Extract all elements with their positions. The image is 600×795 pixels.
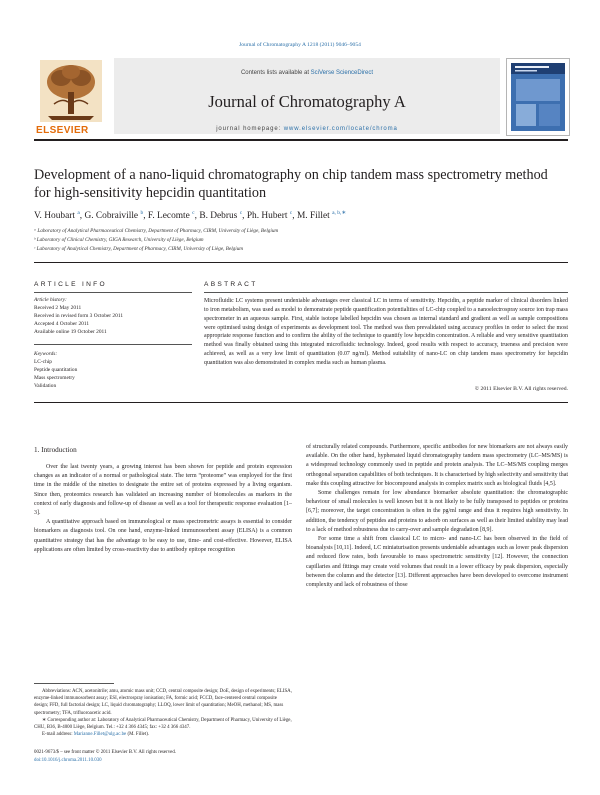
corresponding-mark[interactable]: ∗ <box>341 210 347 216</box>
paragraph: Over the last twenty years, a growing interest has been shown for peptide and protein expression changes as an indicator of a normal or pathological state. The term “proteome” was employed for the first time in the middle of the nineties to designate the entire set of proteins expressed by a living organism. Since then, proteomics research has validated an increasing number of biomolecules as markers in the context of early diagnosis and follow-up of disease as well as a tool for therapeutic response evaluation [1–3]. <box>34 464 292 517</box>
author: M. Fillet <box>296 211 330 222</box>
keyword: LC-chip <box>34 359 52 365</box>
email-footnote <box>34 731 292 738</box>
affiliation-b: ᵇ Laboratory of Clinical Chemistry, GIGA Research, University of Liège, Belgium <box>34 237 204 243</box>
issn-line: 0021-9673/$ – see front matter © 2011 Elsevier B.V. All rights reserved. <box>34 750 176 755</box>
email-label: E-mail address: <box>42 732 74 738</box>
sciencedirect-link[interactable]: SciVerse ScienceDirect <box>310 70 374 76</box>
author-affil-mark[interactable]: c <box>289 210 293 216</box>
author-sep: , <box>143 211 148 222</box>
footnote-rule <box>34 683 114 684</box>
author-sep: , <box>194 211 200 222</box>
history-label: Article history: <box>34 297 67 303</box>
author-affil-mark[interactable]: b <box>140 210 144 216</box>
abstract-rule <box>204 292 568 293</box>
publisher-wordmark[interactable]: ELSEVIER <box>36 125 89 136</box>
author: Ph. Hubert <box>246 211 288 222</box>
journal-header <box>34 58 568 136</box>
author-affil-mark[interactable]: a <box>77 210 80 216</box>
author-affil-mark[interactable]: a, b, <box>332 210 342 216</box>
journal-cover-thumbnail[interactable] <box>506 58 570 136</box>
article-info-heading: ARTICLE INFO <box>34 281 107 288</box>
journal-name: Journal of Chromatography A <box>208 92 406 111</box>
author: G. Cobraiville <box>84 211 139 222</box>
doi-link[interactable]: doi:10.1016/j.chroma.2011.10.030 <box>34 758 102 763</box>
paragraph: A quantitative approach based on immunological or mass spectrometric assays is essential to consider biomarkers as diagnosis tool. On one hand, enzyme-linked immunosorbent assay (ELISA) is a common quantitative strategy that has the advantage to be easy to use, time- and cost-effective. However, ELISA applications are often limited by cross-reactivity due to antibody epitope recognition <box>34 519 292 553</box>
author-affil-mark[interactable]: c <box>192 210 195 216</box>
article-title: Development of a nano-liquid chromatography on chip tandem mass spectrometry method for high-sensitivity hepcidin quantitation <box>34 167 548 201</box>
section-heading-introduction: 1. Introduction <box>34 446 77 454</box>
affiliation-c: ᶜ Laboratory of Analytical Chemistry, Department of Pharmacy, CIRM, University of Liège, Belgium <box>34 246 244 252</box>
abstract-bottom-rule <box>34 402 568 403</box>
keywords-rule <box>34 344 192 345</box>
author: V. Houbart <box>34 211 75 222</box>
abstract-text: Microfluidic LC systems present undeniable advantages over classical LC in terms of sensitivity. Hepcidin, a peptide marker of clinical disorders linked to iron metabolism, was used as model to demonstrate peptide quantification potentialities of LC-chip coupled to a nanoelectrospray source ion trap mass spectrometer in an aqueous sample. First, stable isotope labelled hepcidin was chosen as internal standard and gradient as well as sample compositions were optimised using design of experiments as development tool. The method was then prevalidated using accuracy profiles in order to select the most appropriate response function and to confirm the ability of the technique to quantify low hepcidin concentration. A reliable and very sensitive quantitation method was finally obtained using this integrated microfluidic technology. Indeed, good results with respect to accuracy, trueness and precision were achieved, as well as a very low limit of quantitation (0.07 ng/ml). Method suitability of nano-LC on chip tandem mass spectrometry for hepcidin quantitation was also demonstrated in complex media such as human plasma. <box>204 298 568 366</box>
author-sep: , <box>79 211 85 222</box>
author-affil-mark[interactable]: c <box>239 210 243 216</box>
homepage-link[interactable]: www.elsevier.com/locate/chroma <box>283 126 398 132</box>
email-suffix: (M. Fillet). <box>126 732 150 738</box>
email-link[interactable]: Marianne.Fillet@ulg.ac.be <box>73 732 127 738</box>
journal-citation[interactable]: Journal of Chromatography A 1218 (2011) 9046–9054 <box>239 42 361 48</box>
paragraph: For some time a shift from classical LC to micro- and nano-LC has been observed in the field of bioanalysis [10,11]. Indeed, LC miniaturisation presents undeniable advantages such as lower peak dispersion and reduced flow rates, both favourable to mass spectrometric sensitivity [12]. However, the connection capillaries and fittings may create void volumes that result in a lower efficacy by peak dispersion, especially between the column and the detector [13]. Different approaches have been developed to overcome instrument complexity and lack of robustness of those <box>306 536 568 589</box>
paragraph: of structurally related compounds. Furthermore, specific antibodies for new biomarkers are not always easily available. On the other hand, hyphenated liquid chromatography tandem mass spectrometry (LC–MS/MS) is a widespread technology commonly used in peptide and protein analysis. The LC–MS/MS coupling merges orthogonal separation capabilities of both techniques. It is characterised by high selectivity and sensitivity that make this coupling attractive for biocompound analysis in complex matrix such as biological fluids [4,5]. <box>306 444 569 487</box>
homepage-prefix: journal homepage: <box>216 126 284 132</box>
homepage-line <box>114 126 500 132</box>
history-item: Accepted 4 October 2011 <box>34 321 90 327</box>
footnotes <box>34 688 292 738</box>
left-column <box>34 463 292 555</box>
author: F. Lecomte <box>147 211 190 222</box>
contents-prefix: Contents lists available at <box>240 70 311 76</box>
copyright-line: © 2011 Elsevier B.V. All rights reserved. <box>474 386 568 392</box>
author: B. Debrus <box>199 211 238 222</box>
affiliation-a: ᵃ Laboratory of Analytical Pharmaceutical Chemistry, Department of Pharmacy, CIRM, University of Liège, Belgium <box>34 228 279 234</box>
author-list <box>34 210 564 221</box>
corresponding-author-footnote: ∗ Corresponding author at: Laboratory of Analytical Pharmaceutical Chemistry, Department of Pharmacy, University of Liège, CHU, B36, B-4000 Liège, Belgium. Tel.: +32 4 366 4345; fax: +32 4 366 4347. <box>34 717 292 731</box>
section-rule <box>34 262 568 263</box>
keyword: Validation <box>34 383 57 389</box>
article-info-rule <box>34 292 192 293</box>
elsevier-tree-logo <box>34 58 108 134</box>
contents-line <box>114 70 500 76</box>
history-item: Received 2 May 2011 <box>34 305 82 311</box>
journal-masthead <box>114 58 500 134</box>
keyword: Peptide quantitation <box>34 367 78 373</box>
history-item: Received in revised form 3 October 2011 <box>34 313 124 319</box>
keywords-label: Keywords: <box>34 351 58 357</box>
abstract-heading: ABSTRACT <box>204 281 258 288</box>
author-sep: , <box>242 211 247 222</box>
keyword: Mass spectrometry <box>34 375 75 381</box>
abbreviations-footnote: Abbreviations: ACN, acetonitrile; amu, atomic mass unit; CCD, central composite design; DoE, design of experiments; ELISA, enzyme-linked immunosorbent assay; ESI, electrospray ionisation; FA, formic acid; FCCD, face-centered central composite design; FFD, full factorial design; LC, liquid chromatography; LLOQ, lower limit of quantitation; MeOH, methanol; MS, mass spectrometry; TFA, trifluoroacetic acid. <box>34 689 292 716</box>
author-sep: , <box>292 211 297 222</box>
paragraph: Some challenges remain for low abundance biomarker absolute quantitation: the chromatographic behaviour of small molecules is well known but it is not likely to be fully transposed to peptides or proteins [6,7]; moreover, the target concentration is often in the pg/ml range and thus it requires high sensitivity. In addition, the tendency of peptides and proteins to adsorb on surfaces as well as their limited stability may lead to a lack of method robustness due to carry-over and sample degradation [8,9]. <box>306 490 568 533</box>
history-item: Available online 19 October 2011 <box>34 329 107 335</box>
header-rule <box>34 139 568 141</box>
right-column <box>306 443 568 590</box>
